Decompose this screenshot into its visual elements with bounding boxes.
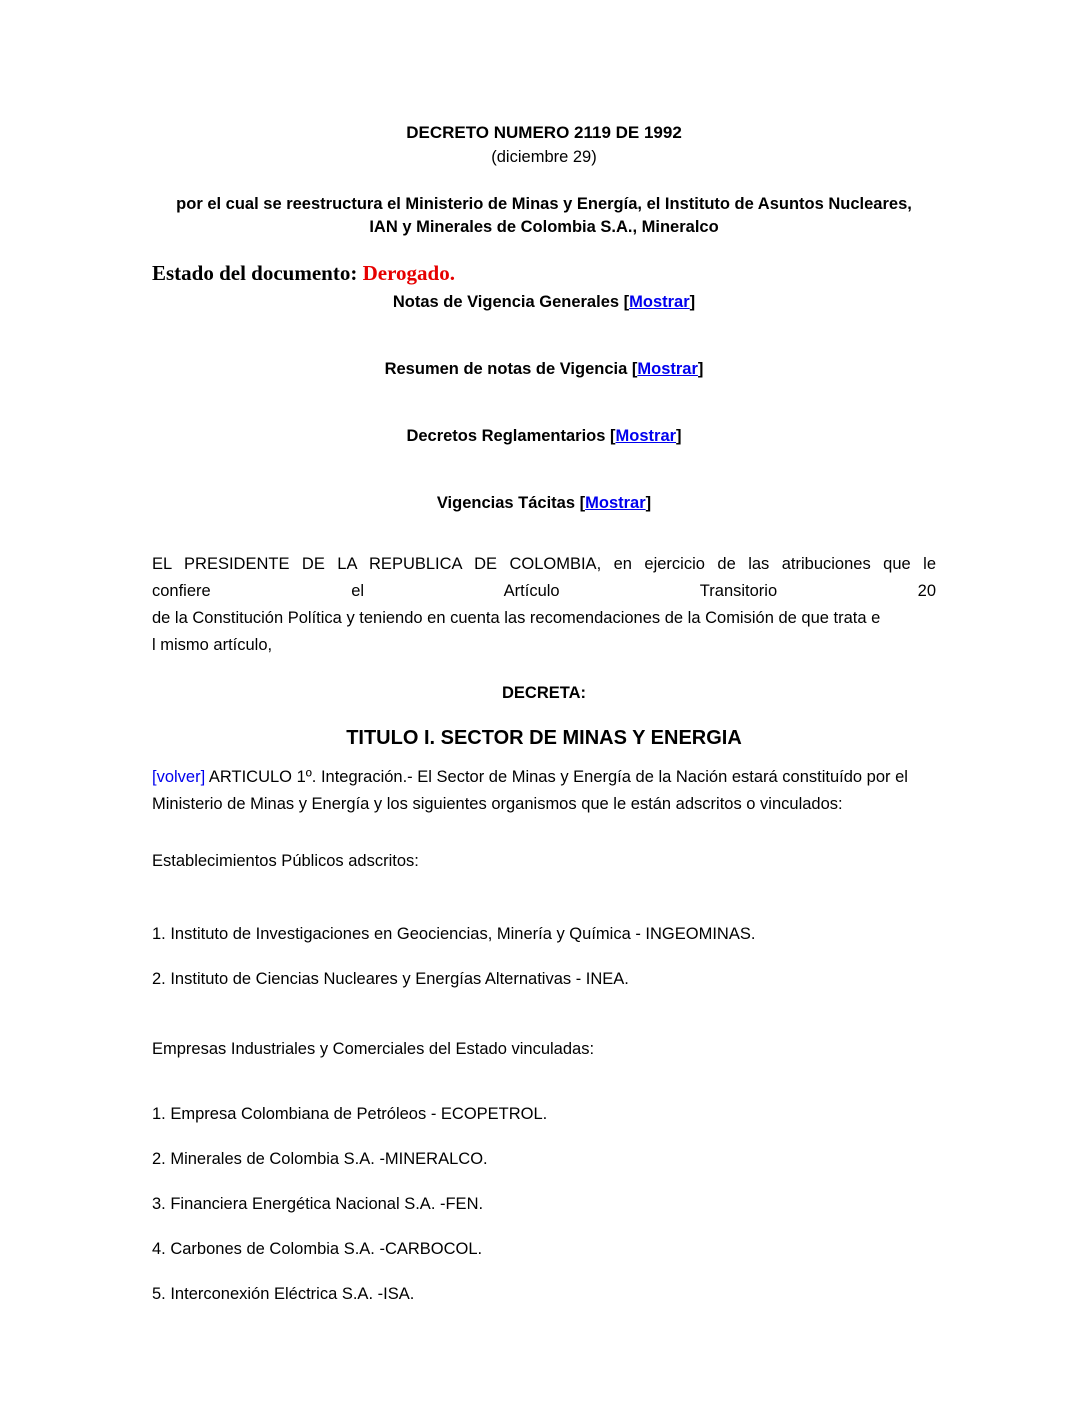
mostrar-link-notas-vigencia-generales[interactable]: Mostrar xyxy=(629,293,690,311)
bracket-open: [ xyxy=(631,360,638,378)
bracket-close: ] xyxy=(645,494,652,512)
preamble-line: de la Constitución Política y teniendo en cuenta las recomendaciones de la Comisión de que trata e xyxy=(152,609,881,627)
decree-subtitle: por el cual se reestructura el Ministerio de Minas y Energía, el Instituto de Asuntos Nucleares, IAN y Minerales de Colombia S.A., Mineralco xyxy=(176,195,912,236)
preamble-line: confiere el Artículo Transitorio 20 xyxy=(152,582,936,600)
titulo-i-heading: TITULO I. SECTOR DE MINAS Y ENERGIA xyxy=(346,727,742,749)
list-item: 2. Instituto de Ciencias Nucleares y Energías Alternativas - INEA. xyxy=(152,970,629,988)
toggle-row-notas-vigencia-generales xyxy=(152,293,936,312)
list-item: 4. Carbones de Colombia S.A. -CARBOCOL. xyxy=(152,1240,483,1258)
articulo-1-paragraph xyxy=(152,764,936,818)
preamble-line: l mismo artículo, xyxy=(152,636,273,654)
volver-link[interactable]: [volver] xyxy=(152,768,206,786)
toggle-row-vigencias-tacitas xyxy=(152,494,936,513)
articulo-1-text: ARTICULO 1º. Integración.- El Sector de Minas y Energía de la Nación estará constituído por el Ministerio de Minas y Energía y los siguientes organismos que le están adscritos o vinculados: xyxy=(152,768,908,813)
bracket-close: ] xyxy=(689,293,696,311)
section-heading-empresas: Empresas Industriales y Comerciales del Estado vinculadas: xyxy=(152,1040,595,1058)
toggle-label: Decretos Reglamentarios xyxy=(406,427,606,445)
status-label: Estado del documento: xyxy=(152,261,358,285)
toggle-label: Notas de Vigencia Generales xyxy=(392,293,620,311)
list-item: 3. Financiera Energética Nacional S.A. -FEN. xyxy=(152,1195,484,1213)
toggle-label: Resumen de notas de Vigencia xyxy=(384,360,628,378)
list-item: 5. Interconexión Eléctrica S.A. -ISA. xyxy=(152,1285,415,1303)
bracket-close: ] xyxy=(697,360,704,378)
bracket-open: [ xyxy=(623,293,630,311)
bracket-open: [ xyxy=(579,494,586,512)
preamble-paragraph xyxy=(152,551,936,659)
bracket-open: [ xyxy=(610,427,616,445)
list-item: 2. Minerales de Colombia S.A. -MINERALCO. xyxy=(152,1150,488,1168)
mostrar-link-resumen-notas-vigencia[interactable]: Mostrar xyxy=(637,360,698,378)
page-title: DECRETO NUMERO 2119 DE 1992 xyxy=(406,123,682,142)
bracket-close: ] xyxy=(676,427,682,445)
decree-date: (diciembre 29) xyxy=(491,148,597,166)
toggle-row-resumen-notas-vigencia xyxy=(152,360,936,379)
toggle-row-decretos-reglamentarios xyxy=(152,427,936,446)
list-item: 1. Empresa Colombiana de Petróleos - ECOPETROL. xyxy=(152,1105,548,1123)
document-status-line xyxy=(152,261,936,286)
mostrar-link-decretos-reglamentarios[interactable]: Mostrar xyxy=(615,427,677,445)
list-item: 1. Instituto de Investigaciones en Geociencias, Minería y Química - INGEOMINAS. xyxy=(152,925,756,943)
preamble-line: EL PRESIDENTE DE LA REPUBLICA DE COLOMBIA, en ejercicio de las atribuciones que le xyxy=(152,555,936,573)
decreta-heading: DECRETA: xyxy=(501,684,587,702)
section-heading-establecimientos: Establecimientos Públicos adscritos: xyxy=(152,852,419,870)
mostrar-link-vigencias-tacitas[interactable]: Mostrar xyxy=(585,494,646,512)
toggle-label: Vigencias Tácitas xyxy=(436,494,576,512)
status-value: Derogado. xyxy=(362,261,455,285)
